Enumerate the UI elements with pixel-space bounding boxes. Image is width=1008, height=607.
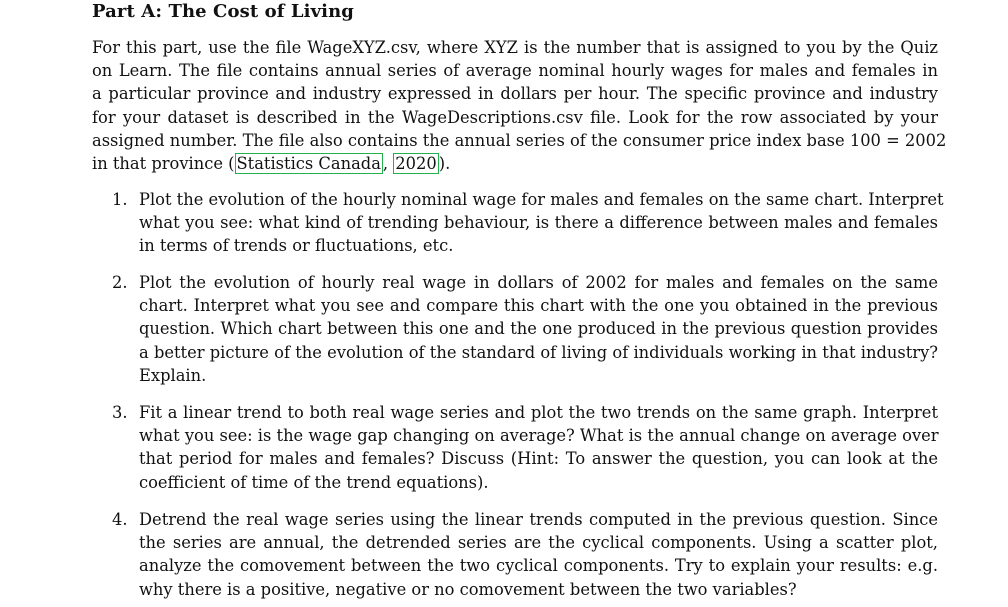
question-text [139,188,944,258]
citation-year-link[interactable]: 2020 [395,154,437,174]
question-number: 1. [112,190,128,209]
question-line: chart. Interpret what you see and compare this chart with the one you obtained in the previous [139,296,938,316]
question-line: a better picture of the evolution of the standard of living of individuals working in that industry? [139,342,938,362]
section-title: Part A: The Cost of Living [92,1,354,22]
question-line: Plot the evolution of hourly real wage in dollars of 2002 for males and females on the same [139,273,938,292]
citation-separator: , [382,154,394,174]
question-line: coefficient of time of the trend equations). [139,472,489,492]
question-line: that period for males and females? Discuss (Hint: To answer the question, you can look at the [139,449,938,469]
question-line: Detrend the real wage series using the linear trends computed in the previous question. Since [139,510,938,529]
question-line: what you see: is the wage gap changing on average? What is the annual change on average over [139,426,939,446]
intro-line: a particular province and industry expressed in dollars per hour. The specific province and industry [92,84,938,104]
intro-text: ). [438,154,451,174]
intro-line: For this part, use the file WageXYZ.csv, where XYZ is the number that is assigned to you by the Quiz [92,38,938,57]
question-number: 3. [112,403,128,422]
question-line: Plot the evolution of the hourly nominal wage for males and females on the same chart. Interpret [139,190,944,209]
question-line: Explain. [139,365,207,385]
question-line: question. Which chart between this one and the one produced in the previous question provides [139,319,938,339]
intro-text: in that province ( [92,154,235,174]
question-number: 4. [112,510,128,529]
question-line: Fit a linear trend to both real wage series and plot the two trends on the same graph. Interpret [139,403,938,422]
question-line: what you see: what kind of trending behaviour, is there a difference between males and females [139,213,938,233]
question-line: analyze the comovement between the two cyclical components. Try to explain your results: e.g. [139,556,938,576]
intro-line: assigned number. The file also contains the annual series of the consumer price index base 100 = 2002 [92,130,947,150]
intro-line: on Learn. The file contains annual series of average nominal hourly wages for males and females in [92,61,938,81]
question-text [139,401,938,494]
question-text [139,271,938,387]
question-line: in terms of trends or fluctuations, etc. [139,236,454,256]
intro-paragraph [92,36,947,175]
question-number: 2. [112,273,128,292]
intro-line-last [92,152,938,175]
intro-line: for your dataset is described in the WageDescriptions.csv file. Look for the row associated by your [92,107,938,127]
question-line: the series are annual, the detrended series are the cyclical components. Using a scatter plot, [139,533,938,553]
question-line: why there is a positive, negative or no comovement between the two variables? [139,579,797,599]
citation-author-link[interactable]: Statistics Canada [236,154,381,174]
question-text [139,508,938,601]
